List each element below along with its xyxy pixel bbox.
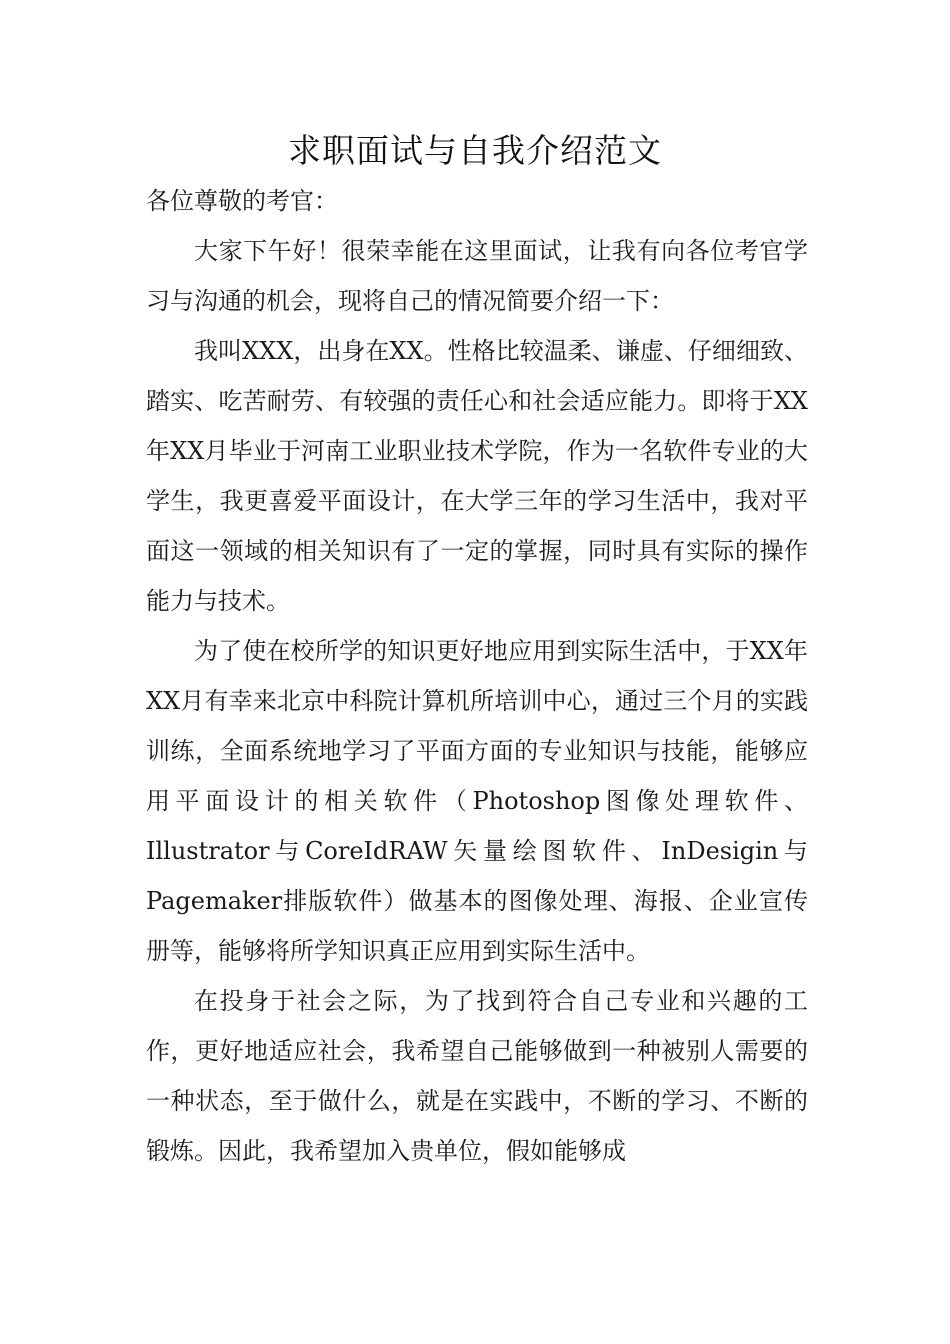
paragraph-greeting: 大家下午好！很荣幸能在这里面试，让我有向各位考官学习与沟通的机会，现将自己的情况简要介绍一下： (146, 237, 808, 315)
paragraph-background: 我叫XXX，出身在XX。性格比较温柔、谦虚、仔细细致、踏实、吃苦耐劳、有较强的责任心和社会适应能力。即将于XX年XX月毕业于河南工业职业技术学院，作为一名软件专业的大学生，我更喜爱平面设计，在大学三年的学习生活中，我对平面这一领域的相关知识有了一定的掌握，同时具有实际的操作能力与技术。 (146, 337, 808, 615)
paragraph-training: 为了使在校所学的知识更好地应用到实际生活中，于XX年XX月有幸来北京中科院计算机所培训中心，通过三个月的实践训练，全面系统地学习了平面方面的专业知识与技能，能够应用平面设计的相关软件（Photoshop图像处理软件、Illustrator与CoreIdRAW矢量绘图软件、InDesigin与Pagemaker排版软件）做基本的图像处理、海报、企业宣传册等，能够将所学知识真正应用到实际生活中。 (146, 637, 808, 965)
salutation: 各位尊敬的考官： (146, 187, 338, 215)
paragraph-aspiration: 在投身于社会之际，为了找到符合自己专业和兴趣的工作，更好地适应社会，我希望自己能够做到一种被别人需要的一种状态，至于做什么，就是在实践中，不断的学习、不断的锻炼。因此，我希望加入贵单位，假如能够成 (146, 987, 808, 1165)
document-body (146, 176, 808, 1176)
document-title: 求职面试与自我介绍范文 (288, 131, 662, 170)
